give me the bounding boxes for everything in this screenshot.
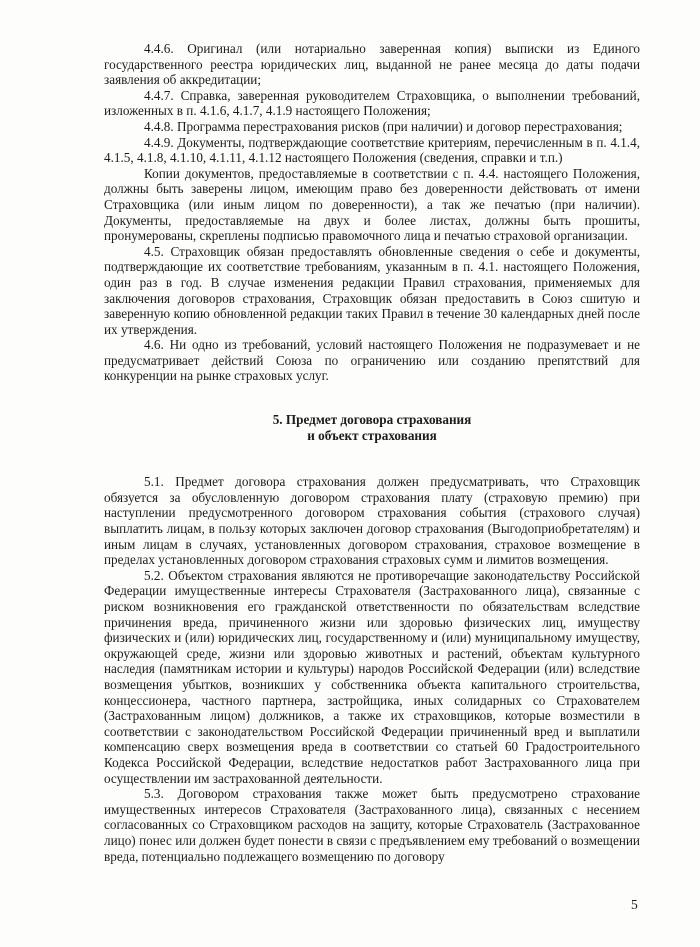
- paragraph-5-2: 5.2. Объектом страхования являются не противоречащие законодательству Российской Федерации имущественные интересы Страхователя (Застрахованного лица), связанные с риском возникновения его гражданской ответственности по обязательствам вследствие причинения вреда, причиненного жизни или здоровью физических лиц, имуществу физических и (или) юридических лиц, государственному и (или) муниципальному имуществу, окружающей среде, жизни или здоровью животных и растений, объектам культурного наследия (памятникам истории и культуры) народов Российской Федерации (или) вследствие возмещения убытков, возникших у собственника объекта капитального строительства, концессионера, частного партнера, застройщика, иных солидарных со Страхователем (Застрахованным лицом) должников, а также их страховщиков, которые возместили в соответствии с законодательством Российской Федерации причиненный вред и выплатили компенсацию сверх возмещения вреда в соответствии со статьей 60 Градостроительного Кодекса Российской Федерации, вследствие недостатков работ Застрахованного лица при осуществлении им застрахованной деятельности.: [104, 567, 640, 786]
- section-heading-line-1: 5. Предмет договора страхования: [272, 412, 472, 428]
- paragraph-5-1: 5.1. Предмет договора страхования должен предусматривать, что Страховщик обязуется за обусловленную договором страхования плату (страховую премию) при наступлении предусмотренного договором страхования события (страхового случая) выплатить лицам, в пользу которых заключен договор страхования (Выгодоприобретателям) и иным лицам в случаях, установленных договором страхования, страховое возмещение в пределах установленных договором страхования страховых сумм и лимитов возмещения.: [104, 474, 640, 568]
- paragraph-5-3: 5.3. Договором страхования также может быть предусмотрено страхование имущественных интересов Страхователя (Застрахованного лица), связанных с несением согласованных со Страховщиком расходов на защиту, которые Страхователь (Застрахованное лицо) понес или должен будет понести в связи с предъявлением ему требований о возмещении вреда, потенциально подлежащего возмещению по договору: [104, 786, 640, 864]
- paragraph-4-4-6: 4.4.6. Оригинал (или нотариально заверенная копия) выписки из Единого государственного реестра юридических лиц, выданной не ранее месяца до даты подачи заявления об аккредитации;: [104, 41, 640, 88]
- section-heading: [104, 412, 640, 443]
- paragraph-4-5: 4.5. Страховщик обязан предоставлять обновленные сведения о себе и документы, подтверждающие их соответствие требованиям, указанным в п. 4.1. настоящего Положения, один раз в год. В случае изменения редакции Правил страхования, применяемых для заключения договоров страхования, Страховщик обязан предоставить в Союз сшитую и заверенную копию обновленной редакции таких Правил в течение 30 календарных дней после их утверждения.: [104, 243, 640, 337]
- paragraph-4-4-8: 4.4.8. Программа перестрахования рисков (при наличии) и договор перестрахования;: [144, 118, 623, 134]
- paragraph-4-4-9: 4.4.9. Документы, подтверждающие соответствие критериям, перечисленным в п. 4.1.4, 4.1.5, 4.1.8, 4.1.10, 4.1.11, 4.1.12 настоящего Положения (сведения, справки и т.п.): [104, 134, 640, 166]
- paragraph-4-4-7: 4.4.7. Справка, заверенная руководителем Страховщика, о выполнении требований, изложенных в п. 4.1.6, 4.1.7, 4.1.9 настоящего Положения;: [104, 87, 640, 119]
- paragraph-4-6: 4.6. Ни одно из требований, условий настоящего Положения не подразумевает и не предусматривает действий Союза по ограничению или созданию препятствий для конкуренции на рынке страховых услуг.: [104, 337, 640, 384]
- document-body: [104, 41, 640, 864]
- paragraph-copies: Копии документов, предоставляемые в соответствии с п. 4.4. настоящего Положения, должны быть заверены лицом, имеющим право без доверенности действовать от имени Страховщика (или иным лицом по доверенности), а так же печатью (при наличии). Документы, предоставляемые на двух и более листах, должны быть прошиты, пронумерованы, скреплены подписью правомочного лица и печатью страховой организации.: [104, 165, 640, 244]
- section-heading-line-2: и объект страхования: [307, 427, 437, 443]
- page-number: 5: [631, 897, 638, 912]
